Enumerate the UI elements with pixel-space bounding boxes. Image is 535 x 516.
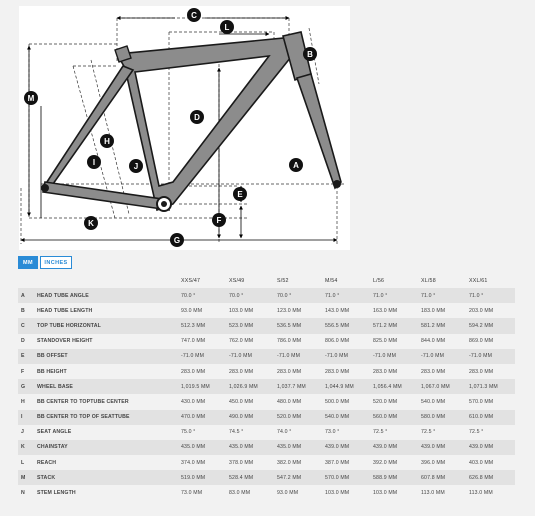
row-value: -71.0 MM (466, 349, 515, 364)
unit-inches-button[interactable]: INCHES (40, 256, 72, 269)
row-value: 283.0 MM (274, 364, 322, 379)
badge-b (303, 47, 317, 61)
table-row (18, 394, 515, 409)
svg-text:A: A (293, 161, 299, 170)
row-value: -71.0 MM (322, 349, 370, 364)
row-value: 113.0 MM (418, 485, 466, 500)
row-value: 71.0 ° (466, 288, 515, 303)
row-value: 143.0 MM (322, 303, 370, 318)
row-value: 786.0 MM (274, 334, 322, 349)
svg-text:G: G (173, 236, 181, 245)
row-value: 374.0 MM (178, 455, 226, 470)
row-value: 73.0 MM (178, 485, 226, 500)
table-row (18, 470, 515, 485)
size-header: XXL/61 (469, 278, 488, 284)
row-letter: B (18, 303, 34, 318)
size-header: M/54 (325, 278, 338, 284)
row-value: 594.2 MM (466, 318, 515, 333)
row-value: 123.0 MM (274, 303, 322, 318)
size-header: XS/49 (229, 278, 245, 284)
row-value: 626.8 MM (466, 470, 515, 485)
row-value: 1,067.0 MM (418, 379, 466, 394)
row-value: 1,071.3 MM (466, 379, 515, 394)
row-value: 439.0 MM (322, 440, 370, 455)
row-value: 523.0 MM (226, 318, 274, 333)
row-value: 470.0 MM (178, 410, 226, 425)
row-value: 1,056.4 MM (370, 379, 418, 394)
row-value: 450.0 MM (226, 394, 274, 409)
geometry-table-body (18, 288, 515, 501)
row-value: 74.0 ° (274, 425, 322, 440)
table-row (18, 364, 515, 379)
row-value: 570.0 MM (466, 394, 515, 409)
row-value: 519.0 MM (178, 470, 226, 485)
geometry-table (18, 274, 515, 501)
row-value: 396.0 MM (418, 455, 466, 470)
row-value: 570.0 MM (322, 470, 370, 485)
svg-text:L: L (224, 23, 230, 32)
row-value: 869.0 MM (466, 334, 515, 349)
row-measurement-name: BB HEIGHT (34, 364, 178, 379)
row-value: 74.5 ° (226, 425, 274, 440)
row-measurement-name: SEAT ANGLE (34, 425, 178, 440)
row-letter: F (18, 364, 34, 379)
table-row (18, 288, 515, 303)
row-measurement-name: STEM LENGTH (34, 485, 178, 500)
row-value: 747.0 MM (178, 334, 226, 349)
row-value: 512.3 MM (178, 318, 226, 333)
svg-text:F: F (216, 216, 222, 225)
row-value: 560.0 MM (370, 410, 418, 425)
row-value: 607.8 MM (418, 470, 466, 485)
row-letter: E (18, 349, 34, 364)
row-value: 71.0 ° (322, 288, 370, 303)
badge-c (187, 8, 201, 22)
badge-f (212, 213, 226, 227)
row-value: 283.0 MM (418, 364, 466, 379)
row-value: 75.0 ° (178, 425, 226, 440)
row-value: 283.0 MM (178, 364, 226, 379)
table-row (18, 425, 515, 440)
svg-text:B: B (307, 50, 313, 59)
row-value: 382.0 MM (274, 455, 322, 470)
row-measurement-name: TOP TUBE HORIZONTAL (34, 318, 178, 333)
table-row (18, 485, 515, 500)
badge-d (190, 110, 204, 124)
row-value: 480.0 MM (274, 394, 322, 409)
row-letter: A (18, 288, 34, 303)
row-measurement-name: BB CENTER TO TOPTUBE CENTER (34, 394, 178, 409)
row-value: 392.0 MM (370, 455, 418, 470)
row-value: 580.0 MM (418, 410, 466, 425)
svg-text:C: C (191, 11, 197, 20)
row-value: -71.0 MM (370, 349, 418, 364)
table-row (18, 410, 515, 425)
row-value: 435.0 MM (274, 440, 322, 455)
badge-j (129, 159, 143, 173)
row-value: 571.2 MM (370, 318, 418, 333)
row-letter: L (18, 455, 34, 470)
row-value: 72.5 ° (370, 425, 418, 440)
row-value: 536.5 MM (274, 318, 322, 333)
row-value: 283.0 MM (370, 364, 418, 379)
row-value: 103.0 MM (322, 485, 370, 500)
row-value: 183.0 MM (418, 303, 466, 318)
size-header-row (18, 274, 515, 288)
svg-text:E: E (237, 190, 243, 199)
row-value: 610.0 MM (466, 410, 515, 425)
row-value: 70.0 ° (226, 288, 274, 303)
row-measurement-name: HEAD TUBE LENGTH (34, 303, 178, 318)
badge-m (24, 91, 38, 105)
frame-geometry-diagram (19, 6, 350, 250)
row-value: 528.4 MM (226, 470, 274, 485)
badge-h (100, 134, 114, 148)
row-value: 387.0 MM (322, 455, 370, 470)
row-value: 439.0 MM (370, 440, 418, 455)
row-measurement-name: CHAINSTAY (34, 440, 178, 455)
size-header: XL/58 (421, 278, 436, 284)
row-value: 500.0 MM (322, 394, 370, 409)
row-value: 72.5 ° (418, 425, 466, 440)
row-value: 103.0 MM (226, 303, 274, 318)
row-value: 490.0 MM (226, 410, 274, 425)
row-value: 71.0 ° (418, 288, 466, 303)
row-measurement-name: STANDOVER HEIGHT (34, 334, 178, 349)
row-value: 556.5 MM (322, 318, 370, 333)
svg-text:K: K (88, 219, 94, 228)
row-letter: C (18, 318, 34, 333)
row-measurement-name: REACH (34, 455, 178, 470)
row-measurement-name: HEAD TUBE ANGLE (34, 288, 178, 303)
row-value: 70.0 ° (178, 288, 226, 303)
row-value: 435.0 MM (226, 440, 274, 455)
row-letter: K (18, 440, 34, 455)
table-row (18, 334, 515, 349)
row-value: 439.0 MM (466, 440, 515, 455)
svg-text:H: H (104, 137, 110, 146)
row-value: -71.0 MM (274, 349, 322, 364)
unit-mm-button[interactable]: MM (18, 256, 38, 269)
row-value: 430.0 MM (178, 394, 226, 409)
row-value: 93.0 MM (178, 303, 226, 318)
row-value: 378.0 MM (226, 455, 274, 470)
row-value: 403.0 MM (466, 455, 515, 470)
size-header: L/56 (373, 278, 385, 284)
row-value: 283.0 MM (466, 364, 515, 379)
row-value: 435.0 MM (178, 440, 226, 455)
badge-k (84, 216, 98, 230)
badge-l (220, 20, 234, 34)
table-row (18, 318, 515, 333)
row-letter: D (18, 334, 34, 349)
row-value: 588.9 MM (370, 470, 418, 485)
row-value: 520.0 MM (274, 410, 322, 425)
row-value: 283.0 MM (226, 364, 274, 379)
row-measurement-name: BB OFFSET (34, 349, 178, 364)
badge-i (87, 155, 101, 169)
badge-g (170, 233, 184, 247)
row-value: 83.0 MM (226, 485, 274, 500)
row-value: 72.5 ° (466, 425, 515, 440)
row-value: 163.0 MM (370, 303, 418, 318)
badge-a (289, 158, 303, 172)
svg-text:D: D (194, 113, 200, 122)
row-measurement-name: STACK (34, 470, 178, 485)
row-value: 113.0 MM (466, 485, 515, 500)
row-letter: J (18, 425, 34, 440)
size-header: XXS/47 (181, 278, 201, 284)
row-measurement-name: WHEEL BASE (34, 379, 178, 394)
unit-toggle (18, 256, 72, 269)
row-value: 844.0 MM (418, 334, 466, 349)
row-value: 540.0 MM (322, 410, 370, 425)
row-value: 70.0 ° (274, 288, 322, 303)
row-value: 103.0 MM (370, 485, 418, 500)
svg-text:I: I (92, 158, 96, 167)
svg-text:M: M (27, 94, 35, 103)
bike-frame-drawing (19, 6, 350, 250)
row-measurement-name: BB CENTER TO TOP OF SEATTUBE (34, 410, 178, 425)
row-letter: G (18, 379, 34, 394)
row-value: 825.0 MM (370, 334, 418, 349)
row-letter: H (18, 394, 34, 409)
row-value: 581.2 MM (418, 318, 466, 333)
table-row (18, 349, 515, 364)
row-value: 1,044.9 MM (322, 379, 370, 394)
row-value: 806.0 MM (322, 334, 370, 349)
row-value: 439.0 MM (418, 440, 466, 455)
svg-text:J: J (133, 162, 139, 171)
row-letter: N (18, 485, 34, 500)
row-value: 71.0 ° (370, 288, 418, 303)
row-value: 520.0 MM (370, 394, 418, 409)
row-value: 540.0 MM (418, 394, 466, 409)
row-letter: M (18, 470, 34, 485)
row-value: 283.0 MM (322, 364, 370, 379)
table-row (18, 303, 515, 318)
row-value: -71.0 MM (178, 349, 226, 364)
row-value: 547.2 MM (274, 470, 322, 485)
table-row (18, 440, 515, 455)
badge-e (233, 187, 247, 201)
size-header: S/52 (277, 278, 289, 284)
row-value: 203.0 MM (466, 303, 515, 318)
row-value: 1,019.5 MM (178, 379, 226, 394)
table-row (18, 455, 515, 470)
row-value: 73.0 ° (322, 425, 370, 440)
table-row (18, 379, 515, 394)
row-value: 1,026.9 MM (226, 379, 274, 394)
row-value: -71.0 MM (226, 349, 274, 364)
row-value: -71.0 MM (418, 349, 466, 364)
row-value: 762.0 MM (226, 334, 274, 349)
row-value: 1,037.7 MM (274, 379, 322, 394)
row-value: 93.0 MM (274, 485, 322, 500)
row-letter: I (18, 410, 34, 425)
